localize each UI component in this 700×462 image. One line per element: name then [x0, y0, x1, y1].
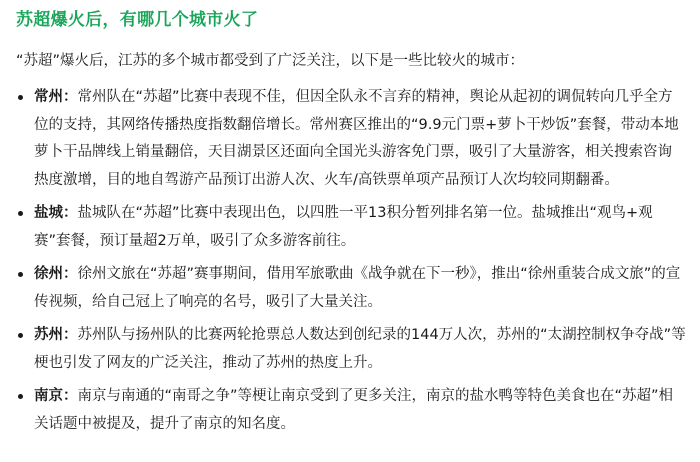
city-description: 南京与南通的“南哥之争”等梗让南京受到了更多关注，南京的盐水鸭等特色美食也在“苏超”相关话题中被提及，提升了南京的知名度。: [34, 388, 674, 432]
list-item-nanjing: [0, 383, 700, 438]
city-name: 徐州: [34, 266, 63, 282]
list-item-yancheng: [0, 200, 700, 255]
city-separator: ：: [63, 205, 78, 221]
bullet-dot: [18, 333, 23, 338]
bullet-dot: [18, 394, 23, 399]
city-description: 盐城队在“苏超”比赛中表现出色，以四胜一平13积分暂列排名第一位。盐城推出“观鸟+观赛”套餐，预订量超2万单，吸引了众多游客前往。: [34, 205, 653, 249]
list-item-xuzhou: [0, 261, 700, 316]
list-item-changzhou: [0, 84, 700, 194]
intro-paragraph: “苏超”爆火后，江苏的多个城市都受到了广泛关注，以下是一些比较火的城市：: [16, 53, 525, 69]
city-separator: ：: [63, 266, 78, 282]
city-description: 徐州文旅在“苏超”赛事期间，借用军旅歌曲《战争就在下一秒》，推出“徐州重装合成文旅”的宣传视频，给自己冠上了响亮的名号，吸引了大量关注。: [34, 266, 681, 310]
city-name: 盐城: [34, 205, 63, 221]
city-list: [0, 84, 700, 444]
bullet-dot: [18, 211, 23, 216]
city-description: 苏州队与扬州队的比赛两轮抢票总人数达到创纪录的144万人次，苏州的“太湖控制权争夺战”等梗也引发了网友的广泛关注，推动了苏州的热度上升。: [34, 327, 686, 371]
bullet-dot: [18, 272, 23, 277]
list-item-suzhou: [0, 322, 700, 377]
city-separator: ：: [63, 327, 78, 343]
bullet-dot: [18, 95, 23, 100]
city-separator: ：: [63, 388, 78, 404]
city-name: 南京: [34, 388, 63, 404]
city-separator: ：: [63, 89, 78, 105]
city-description: 常州队在“苏超”比赛中表现不佳，但因全队永不言弃的精神，舆论从起初的调侃转向几乎全方位的支持，其网络传播热度指数翻倍增长。常州赛区推出的“9.9元门票+萝卜干炒饭”套餐，带动本地萝卜干品牌线上销量翻倍，天目湖景区还面向全国光头游客免门票，吸引了大量游客，相关搜索咨询热度激增，目的地自驾游产品预订出游人次、火车/高铁票单项产品预订人次均较同期翻番。: [34, 89, 679, 188]
city-name: 苏州: [34, 327, 63, 343]
page-title: 苏超爆火后，有哪几个城市火了: [16, 10, 259, 30]
city-name: 常州: [34, 89, 63, 105]
